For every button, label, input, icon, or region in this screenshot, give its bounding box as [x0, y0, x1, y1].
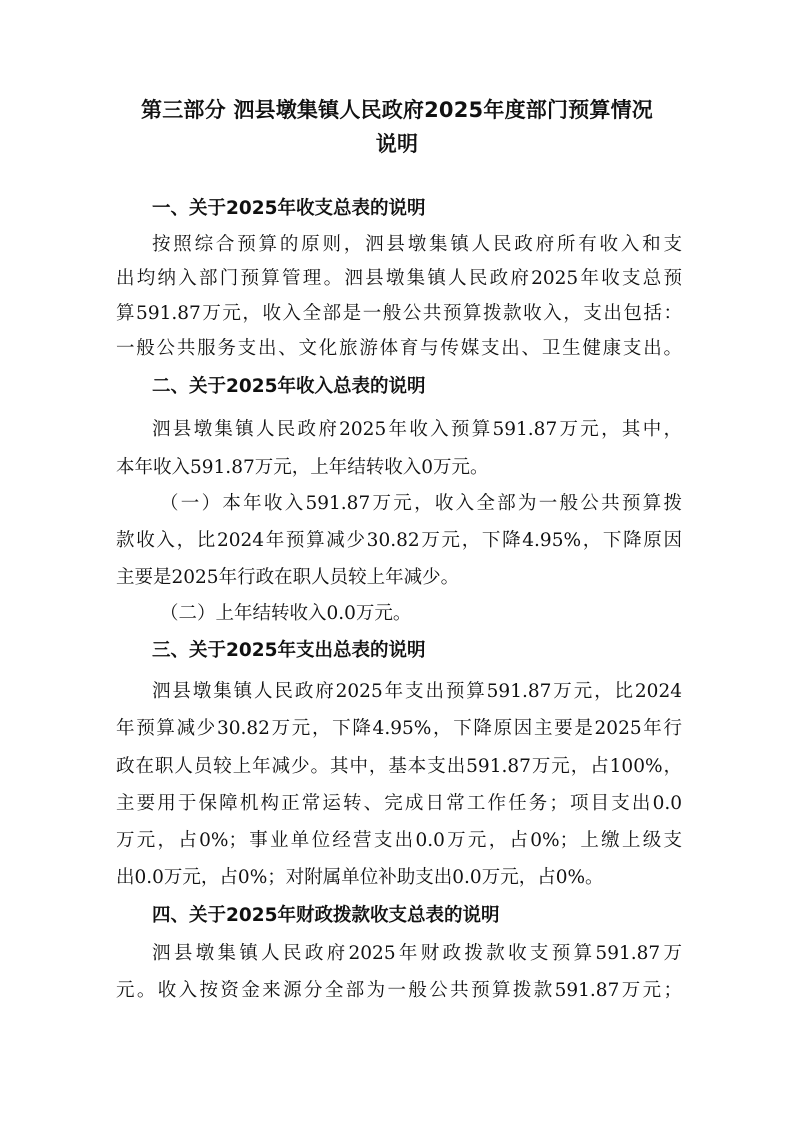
- section-2-line-4: 款收入，比2024年预算减少30.82万元，下降4.95%，下降原因: [116, 530, 682, 551]
- section-3-line-2: 年预算减少30.82万元，下降4.95%，下降原因主要是2025年行: [116, 718, 682, 739]
- section-2-heading: 二、关于2025年收入总表的说明: [152, 376, 426, 397]
- section-1-heading: 一、关于2025年收支总表的说明: [152, 198, 426, 219]
- section-2-line-2: 本年收入591.87万元，上年结转收入0万元。: [116, 457, 489, 478]
- section-2-line-3: （一）本年收入591.87万元，收入全部为一般公共预算拨: [160, 493, 682, 514]
- section-2-line-5: 主要是2025年行政在职人员较上年减少。: [116, 567, 460, 588]
- section-3-line-3: 政在职人员较上年减少。其中，基本支出591.87万元，占100%，: [116, 756, 682, 777]
- section-4-line-1: 泗县墩集镇人民政府2025年财政拨款收支预算591.87万: [152, 943, 682, 964]
- section-4-line-2: 元。收入按资金来源分全部为一般公共预算拨款591.87万元；: [116, 980, 682, 1001]
- section-4-heading: 四、关于2025年财政拨款收支总表的说明: [152, 905, 500, 926]
- document-title-line-2: 说明: [375, 132, 419, 156]
- section-2-line-1: 泗县墩集镇人民政府2025年收入预算591.87万元，其中，: [152, 419, 682, 440]
- section-3-line-6: 出0.0万元，占0%；对附属单位补助支出0.0万元，占0%。: [116, 867, 604, 888]
- section-1-line-4: 一般公共服务支出、文化旅游体育与传媒支出、卫生健康支出。: [116, 338, 682, 359]
- section-1-line-2: 出均纳入部门预算管理。泗县墩集镇人民政府2025年收支总预: [116, 268, 682, 289]
- section-1-line-3: 算591.87万元，收入全部是一般公共预算拨款收入，支出包括：: [116, 303, 682, 324]
- section-3-line-4: 主要用于保障机构正常运转、完成日常工作任务；项目支出0.0: [116, 793, 682, 814]
- section-2-line-6: （二）上年结转收入0.0万元。: [160, 603, 412, 624]
- section-3-line-1: 泗县墩集镇人民政府2025年支出预算591.87万元，比2024: [152, 681, 682, 702]
- section-1-line-1: 按照综合预算的原则，泗县墩集镇人民政府所有收入和支: [152, 234, 682, 255]
- section-3-line-5: 万元，占0%；事业单位经营支出0.0万元，占0%；上缴上级支: [116, 830, 682, 851]
- document-title-line-1: 第三部分 泗县墩集镇人民政府2025年度部门预算情况: [141, 98, 653, 122]
- section-3-heading: 三、关于2025年支出总表的说明: [152, 640, 426, 661]
